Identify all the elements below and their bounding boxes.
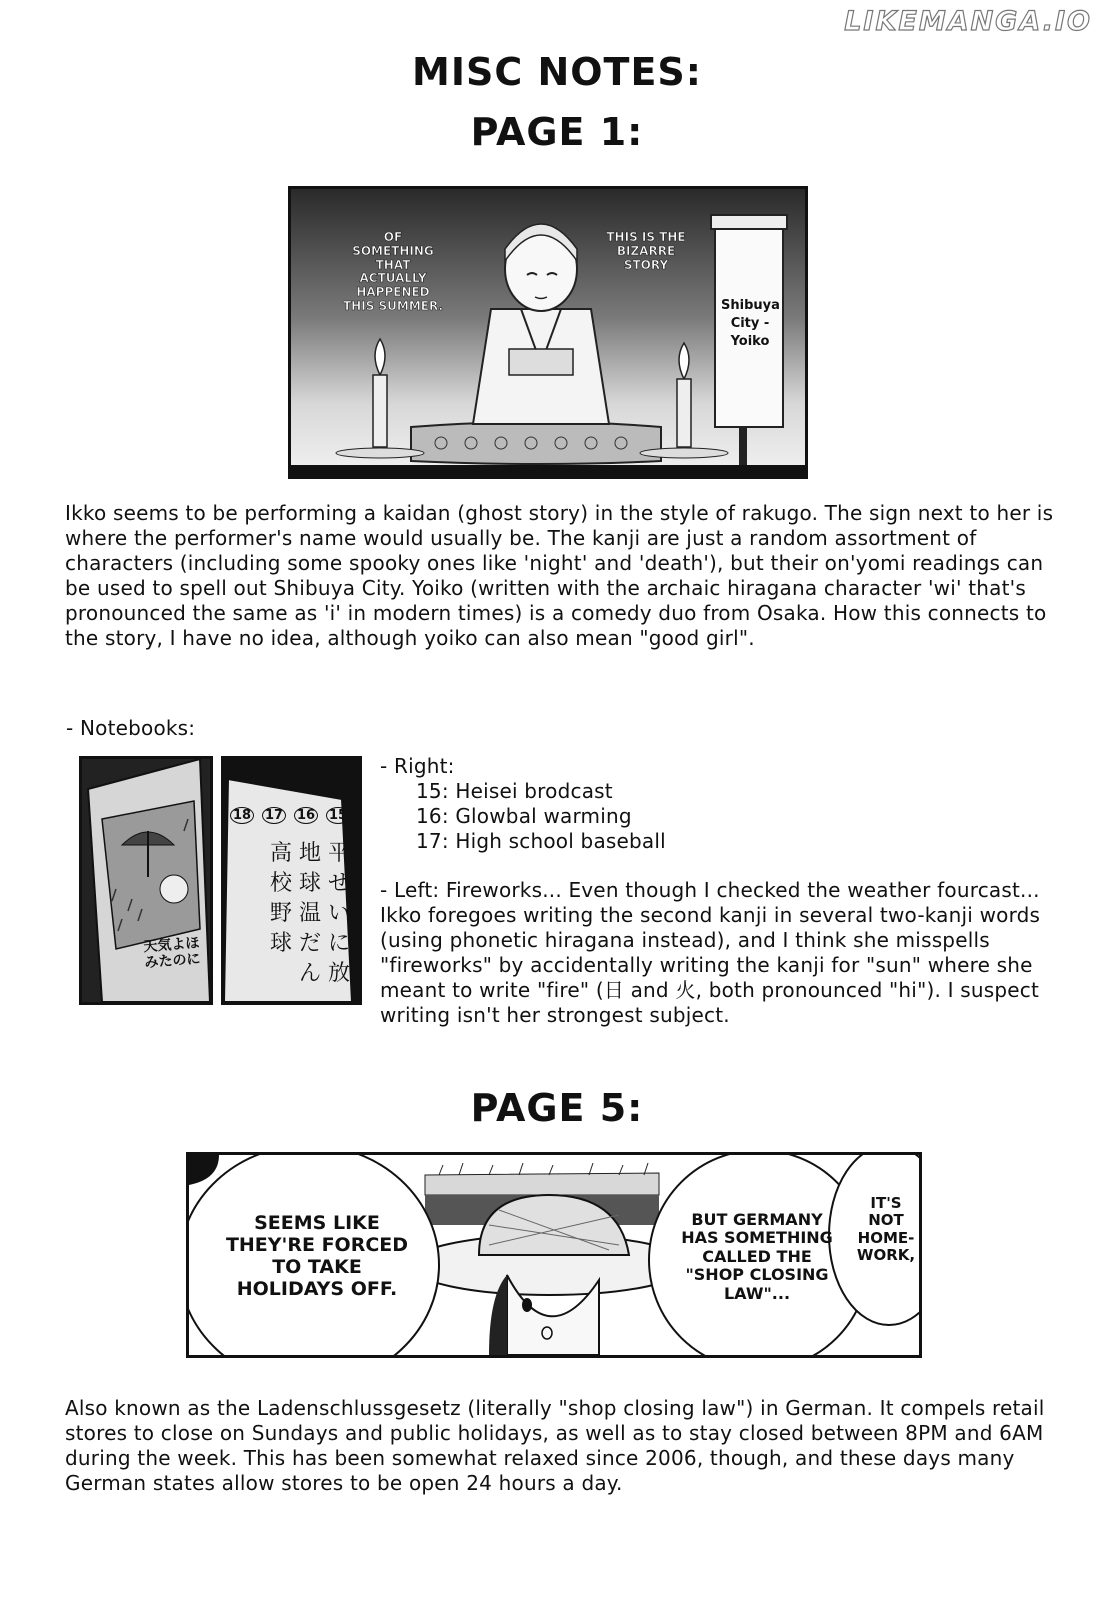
notes-right-item: 17: High school baseball — [416, 829, 666, 853]
notebooks-label: - Notebooks: — [66, 716, 196, 740]
kanji-row: 高 地 平 — [270, 841, 350, 866]
page1-explanation: Ikko seems to be performing a kaidan (ghost story) in the style of rakugo. The sign next to her is where the performer's name would usually be. The kanji are just a random assortment of characters (including some spooky ones like 'night' and 'death'), but their on'yomi readings can be used to spell out Shibuya City. Yoiko (written with the archaic hiragana character 'wi' that's pronounced the same as 'i' in modern times) is a comedy duo from Osaka. How this connects to the story, I have no idea, although yoiko can also mean "good girl". — [65, 501, 1054, 650]
notebook-number-row — [230, 807, 350, 824]
notes-right-item: 15: Heisei brodcast — [416, 779, 613, 803]
misc-notes-heading: MISC NOTES: — [412, 50, 702, 94]
kanji-row: 球 だ に — [270, 931, 350, 956]
panel1-right-bubble: THIS IS THE BIZARRE STORY — [606, 230, 686, 272]
notebook-right-panel — [221, 756, 362, 1005]
panel5-middle-bubble: BUT GERMANY HAS SOMETHING CALLED THE "SHOP CLOSING LAW"... — [681, 1210, 833, 1303]
panel5-left-bubble: SEEMS LIKE THEY'RE FORCED TO TAKE HOLIDAYS OFF. — [225, 1212, 409, 1300]
notebook-kanji-rows — [238, 839, 350, 989]
site-watermark: LIKEMANGA.IO — [844, 6, 1092, 37]
notebook-number-18: 18 — [230, 807, 254, 824]
kanji-row: 校 球 せ — [270, 871, 350, 896]
panel1-left-bubble: OF SOMETHING THAT ACTUALLY HAPPENED THIS SUMMER. — [343, 230, 444, 313]
notes-right-label: - Right: — [380, 754, 455, 778]
notes-right-item: 16: Glowbal warming — [416, 804, 632, 828]
notes-left-explanation: - Left: Fireworks... Even though I checked the weather fourcast... Ikko foregoes writing the second kanji in several two-kanji words (using phonetic hiragana instead), and I think she misspells "fireworks" by accidentally writing the kanji for "sun" where she meant to write "fire" (日 and 火, both pronounced "hi"). I suspect writing isn't her strongest subject. — [380, 878, 1041, 1027]
kanji-row: ん 放 — [299, 961, 350, 986]
performer-sign-text: Shibuya City - Yoiko — [721, 298, 780, 349]
panel5-right-bubble: IT'S NOT HOME-WORK, — [856, 1194, 916, 1264]
notebook-number-15: 15 — [326, 807, 350, 824]
page1-manga-panel — [288, 186, 808, 479]
page5-manga-panel — [186, 1152, 922, 1358]
notebook-number-16: 16 — [294, 807, 318, 824]
page5-heading: PAGE 5: — [470, 1086, 644, 1130]
notebook-number-17: 17 — [262, 807, 286, 824]
notebook-left-panel — [79, 756, 213, 1005]
page1-heading: PAGE 1: — [470, 110, 644, 154]
kanji-row: 野 温 い — [270, 901, 350, 926]
page5-explanation: Also known as the Ladenschlussgesetz (literally "shop closing law") in German. It compels retail stores to close on Sundays and public holidays, as well as to stay closed between 8PM and 6AM during the week. This has been somewhat relaxed since 2006, though, and these days many German states allow stores to be open 24 hours a day. — [65, 1396, 1045, 1495]
notebook-left-text: 天気よほ みたのに — [142, 935, 202, 972]
